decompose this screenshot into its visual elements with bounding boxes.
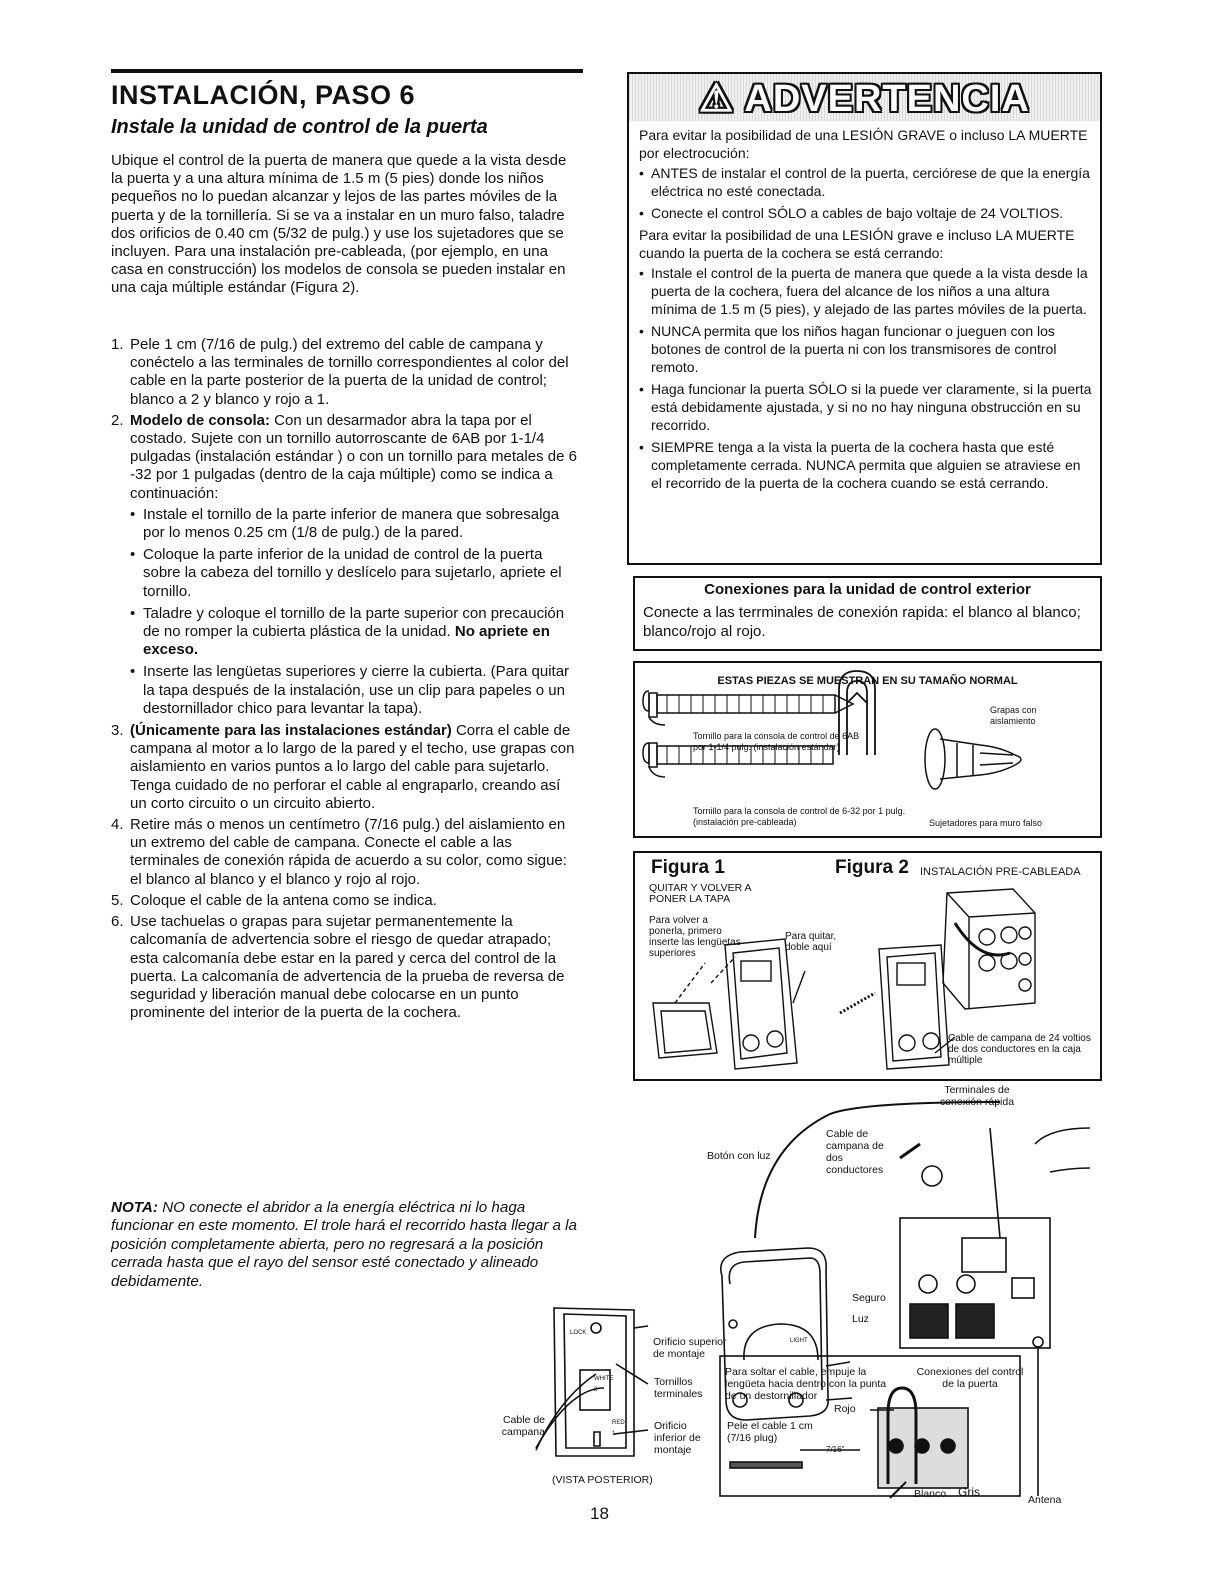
figure-2-subtitle: INSTALACIÓN PRE-CABLEADA (920, 866, 1081, 878)
control-connections-label: Conexiones del control de la puerta (916, 1366, 1024, 1390)
step-3: 3. (Únicamente para las instalaciones estándar) Corra el cable de campana al motor a lo largo de la pared y el techo, use grapas con aislamiento en varios puntos a lo largo del cable para sujetarlo. Tenga cuidado de no perforar el cable al engraparlo, creando así un corto circuito o un circuito abierto. (111, 722, 575, 812)
warning-title: ADVERTENCIA (744, 78, 1030, 120)
lighted-button-label: Botón con luz (707, 1150, 771, 1162)
warning-bullet: • Instale el control de la puerta de manera que quede a la vista desde la puerta de la cochera, fuera del alcance de los niños a una altura mínima de 1.5 m (5 pies), y alejado de las partes móviles de la puerta. (639, 265, 1088, 317)
wiring-diagram (530, 1088, 1090, 1508)
light-label: Luz (852, 1313, 869, 1325)
figure-2-cable-note: Cable de campana de 24 voltios de dos conductores en la caja múltiple (948, 1033, 1091, 1066)
figure-1-title: Figura 1 (651, 857, 725, 878)
step-4: 4. Retire más o menos un centímetro (7/16 pulg.) del aislamiento en un extremo del cable de campana. Conecte el cable a las terminales de conexión rápida de acuerdo a su color, como sigue: el blanco al blanco y el blanco y rojo al rojo. (111, 816, 567, 888)
quick-connect-terminals-icon (962, 1238, 1006, 1272)
console-cover-icon (653, 1003, 717, 1058)
red-label: Rojo (834, 1403, 856, 1415)
terminal-screws-label: Tornillos terminales (654, 1376, 703, 1400)
screw-6ab-caption: Tornillo para la consola de control de 6AB por 1-1/4 pulg. (instalación estándar) (693, 731, 860, 752)
step-2-bullet-4: • Inserte las lengüetas superiores y cierre la cubierta. (Para quitar la tapa después de la instalación, use un clip para papeles o un destornillador chico para levantar la tapa). (130, 663, 570, 717)
intro-paragraph: Ubique el control de la puerta de manera que quede a la vista desde la puerta y a una altura mínima de 1.5 m (5 pies) donde los niños pequeños no lo puedan alcanzar y lejos de las partes móviles de la puerta y de la tornillería. Si se va a instalar en un muro falso, taladre dos orificios de 0.40 cm (5/32 de pulg.) y use los sujetadores que se incluyen. Para una instalación pre-cableada, (por ejemplo, en una casa en construcción) los modelos de consola se pueden instalar en una caja múltiple estándar (Figura 2). (111, 152, 567, 297)
lock-label: Seguro (852, 1292, 886, 1304)
step-2-bullet-1: • Instale el tornillo de la parte inferior de manera que sobresalga por lo menos 0.25 cm (1/8 de pulg.) de la pared. (130, 505, 560, 542)
parts-box (633, 661, 1102, 838)
figure-1-subtitle: QUITAR Y VOLVER A PONER LA TAPA (649, 882, 751, 905)
parts-title: ESTAS PIEZAS SE MUESTRAN EN SU TAMAÑO NORMAL (717, 675, 1018, 687)
warning-bullet: • Haga funcionar la puerta SÓLO si la puede ver claramente, si la puerta está debidamente ajustada, y si no no hay ninguna obstrucción en su recorrido. (639, 381, 1092, 433)
bell-wire-label: Cable de campana (501, 1414, 545, 1438)
lower-mounting-hole-label: Orificio inferior de montaje (654, 1420, 701, 1456)
step-2: 2. Modelo de consola: Con un desarmador abra la tapa por el costado. Sujete con un tornillo autorroscante de 6AB por 1-1/4 pulgadas (instalación estándar ) o con un tornillo para metales de 6 -32 por 1 pulgadas (dentro de la caja múltiple) como se indica a continuación: (111, 411, 577, 502)
warning-bullet: • SIEMPRE tenga a la vista la puerta de la cochera hasta que esté completamente cerrada. NUNCA permita que alguien se atraviese en el recorrido de la puerta de la cochera cuando se está cerrando. (639, 439, 1081, 491)
figures-box (633, 851, 1102, 1081)
strip-wire-label: Pele el cable 1 cm (7/16 plug) (727, 1420, 813, 1444)
header-rule (111, 69, 583, 73)
figure-2-title: Figura 2 (835, 857, 909, 878)
steps-list (111, 336, 581, 1025)
warning-triangle-icon: ⚠ (699, 78, 735, 120)
white-label: Blanco (914, 1488, 947, 1500)
exterior-connections-title: Conexiones para la unidad de control exterior (704, 581, 1031, 598)
step-5: 5. Coloque el cable de la antena como se indica. (111, 891, 437, 909)
figure-1-remove-note: Para quitar, doble aquí (785, 931, 837, 953)
page-subtitle: Instale la unidad de control de la puerta (111, 116, 488, 138)
junction-box-icon (943, 889, 1035, 1009)
page-title: INSTALACIÓN, PASO 6 (111, 80, 416, 110)
rear-view-label: (VISTA POSTERIOR) (552, 1474, 653, 1486)
antenna-label: Antena (1028, 1494, 1062, 1506)
warning-header (629, 74, 1100, 121)
upper-mounting-hole-label: Orificio superior de montaje (653, 1336, 727, 1360)
lock-text: LOCK (570, 1330, 587, 1336)
staple-caption: Grapas con aislamiento (990, 705, 1037, 726)
warning-box (627, 72, 1102, 565)
warning-paragraph-1: Para evitar la posibilidad de una LESIÓN GRAVE o incluso LA MUERTE por electrocución: (639, 127, 1088, 161)
quick-connect-label: Terminales de conexión rápida (939, 1084, 1015, 1108)
exterior-connections-box (633, 576, 1102, 651)
warning-paragraph-2: Para evitar la posibilidad de una LESIÓN grave e incluso LA MUERTE cuando la puerta de la cochera se está cerrando: (639, 227, 1075, 261)
warning-bullet: • ANTES de instalar el control de la puerta, cerciórese de que la energía eléctrica no esté conectada. (639, 165, 1090, 199)
white-terminal-text: WHITE 2 (594, 1376, 614, 1393)
step-2-bullet-3: • Taladre y coloque el tornillo de la parte superior con precaución de no romper la cubierta plástica de la unidad. No apriete en exceso. (130, 604, 565, 659)
step-6: 6. Use tachuelas o grapas para sujetar permanentemente la calcomanía de advertencia sobre el riesgo de quedar atrapado; esta calcomanía debe estar en la pared y cerca del control de la puerta. La calcomanía de advertencia de la prueba de reversa de seguridad y liberación manual debe colocarse en un punto prominente del interior de la puerta de la cochera. (111, 913, 565, 1022)
warning-bullet: • Conecte el control SÓLO a cables de bajo voltaje de 24 VOLTIOS. (639, 205, 1064, 221)
anchor-caption: Sujetadores para muro falso (929, 818, 1043, 828)
figures-illustration (635, 853, 1100, 1079)
two-wire-cable-label: Cable de campana de dos conductores (826, 1128, 884, 1176)
strip-dimension: 7/16" (826, 1445, 845, 1454)
exterior-connections-text: Conecte a las terrminales de conexión rapida: el blanco al blanco; blanco/rojo al rojo. (643, 604, 1081, 640)
warning-body (639, 126, 1092, 496)
figure-1-reinstall-note: Para volver a ponerla, primero inserte las lengüetas superiores (649, 915, 741, 959)
screw-6-32-caption: Tornillo para la consola de control de 6-32 por 1 pulg. (instalación pre-cableada) (693, 806, 906, 827)
red-terminal-text: RED 1 (612, 1420, 625, 1437)
console-back-icon (725, 939, 797, 1069)
gray-label: Gris (958, 1485, 980, 1499)
step-2-bullet-2: • Coloque la parte inferior de la unidad de control de la puerta sobre la cabeza del tornillo y deslícelo para sujetarlo, apriete el tornillo. (130, 546, 562, 600)
warning-bullet: • NUNCA permita que los niños hagan funcionar o jueguen con los botones de control de la puerta ni con los transmisores de control remoto. (639, 323, 1057, 375)
drywall-anchor-icon (925, 729, 1021, 789)
screw-6ab-icon (643, 691, 853, 725)
light-text: LIGHT (790, 1338, 808, 1344)
note-paragraph: NOTA: NO conecte el abridor a la energía eléctrica ni lo haga funcionar en este momento. El trole hará el recorrido hasta llegar a la posición completamente abierta, pero no regresará a la posición cerrada hasta que el rayo del sensor esté conectado y alineado debidamente. (111, 1199, 577, 1290)
release-wire-note: Para soltar el cable, empuje la lengüeta hacia dentro con la punta de un destornillador (725, 1366, 887, 1402)
step-1: 1. Pele 1 cm (7/16 de pulg.) del extremo del cable de campana y conéctelo a las terminales de tornillo correspondientes al color del cable en la parte posterior de la puerta de la unidad de control; blanco a 2 y blanco y rojo a 1. (111, 336, 569, 408)
page-number: 18 (590, 1504, 609, 1523)
